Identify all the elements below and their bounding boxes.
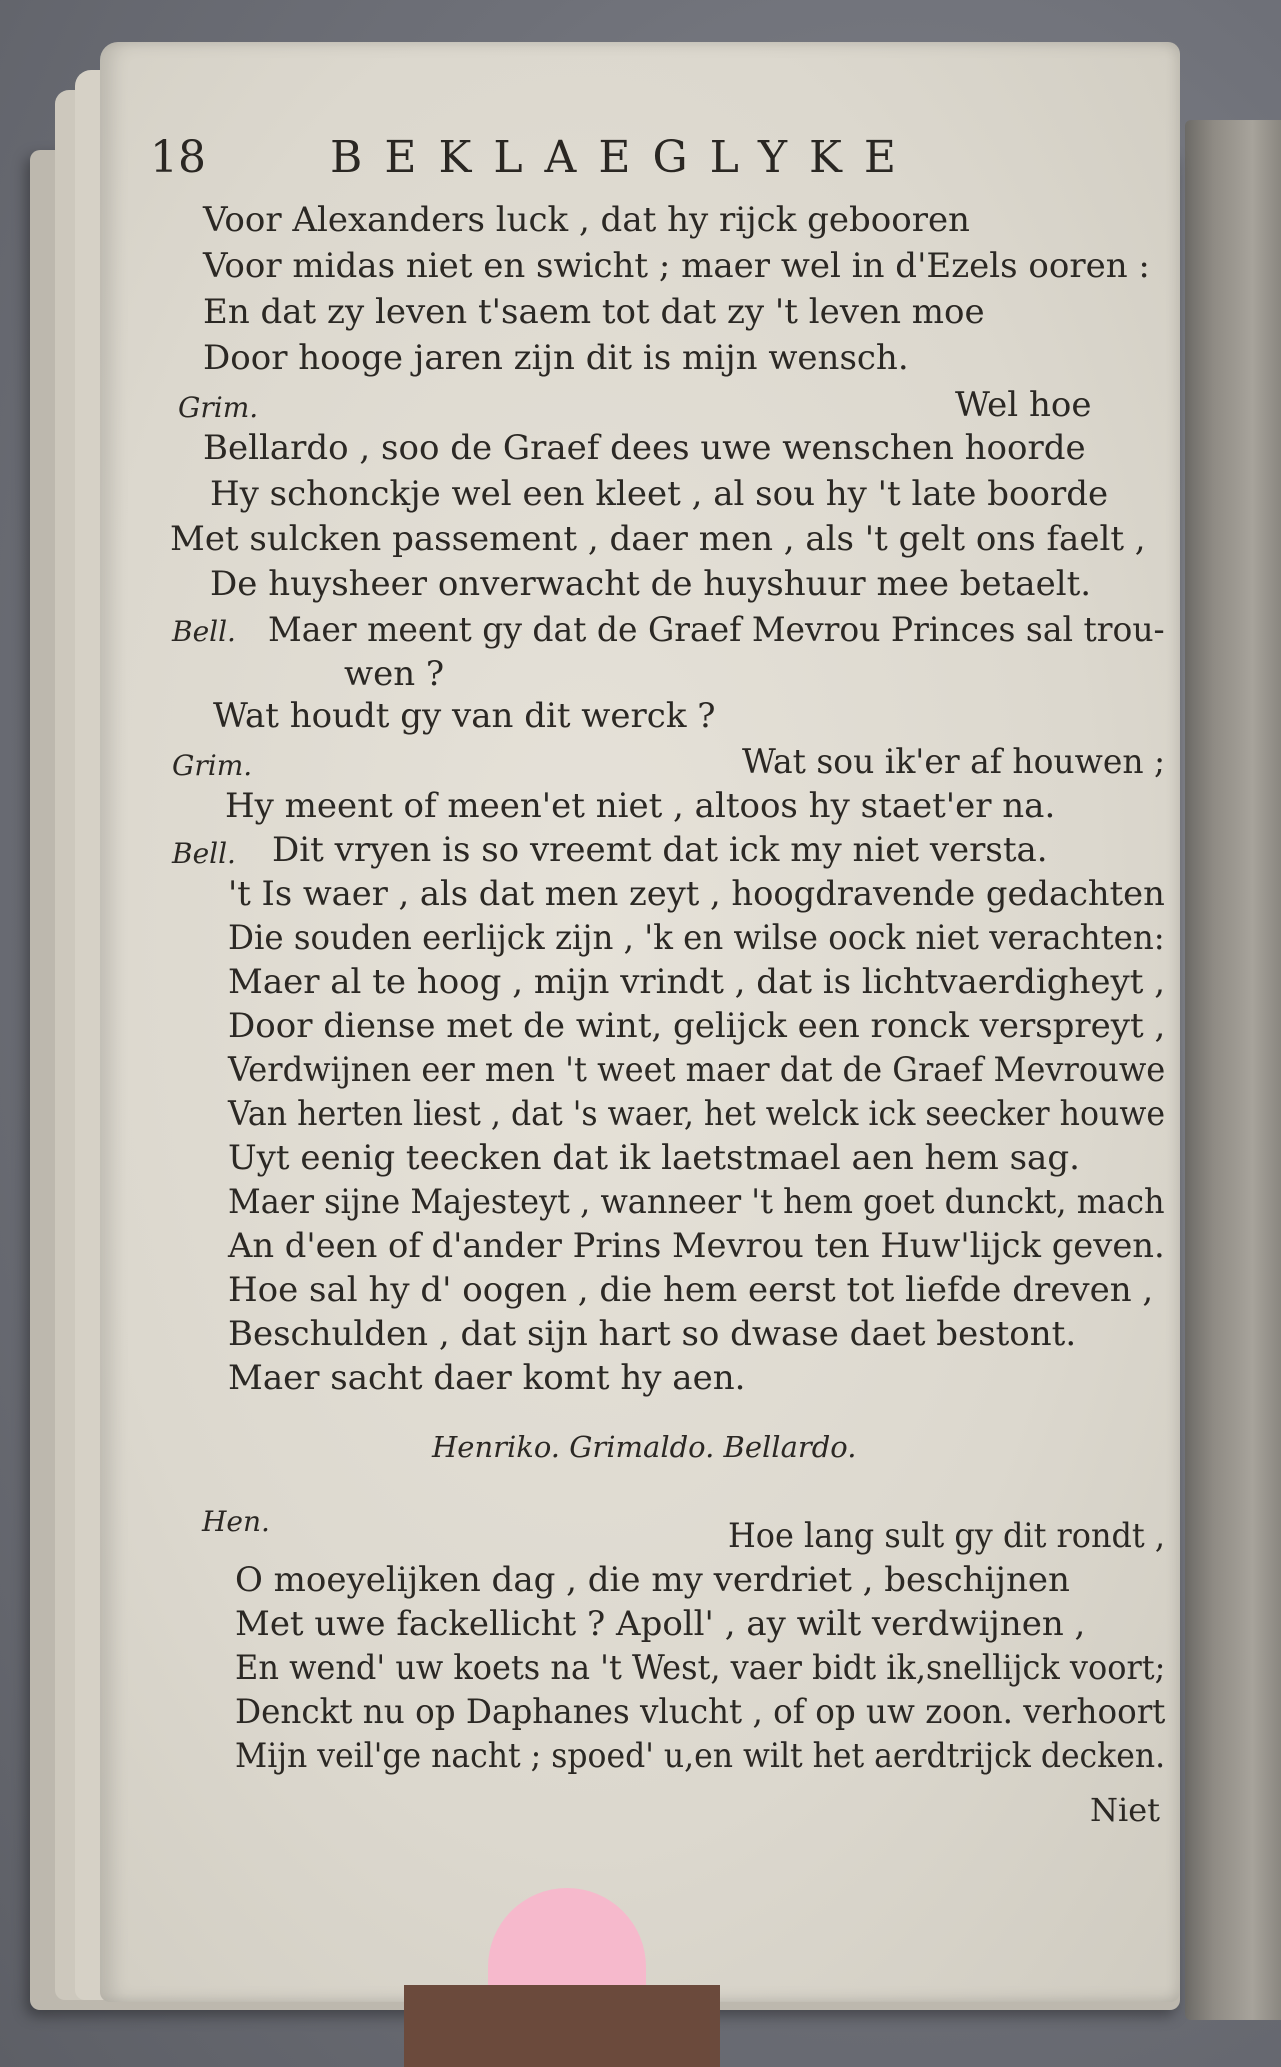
catchword: Niet xyxy=(1090,1791,1161,1829)
page-number: 18 xyxy=(150,132,206,183)
verse-line: Dit vryen is so vreemt dat ick my niet versta. xyxy=(272,830,1048,870)
verse-line: Hoe sal hy d' oogen , die hem eerst tot liefde dreven , xyxy=(228,1270,1154,1310)
stage-direction: Henriko. Grimaldo. Bellardo. xyxy=(432,1430,857,1464)
verse-line: Wat sou ik'er af houwen ; xyxy=(742,742,1166,782)
speaker-label: Grim. xyxy=(178,391,259,424)
facing-page-edge xyxy=(1185,120,1281,2020)
verse-line: Maer sijne Majesteyt , wanneer 't hem goet dunckt, mach xyxy=(228,1182,1165,1222)
verse-line: 't Is waer , als dat men zeyt , hoogdravende gedachten xyxy=(228,874,1165,914)
verse-line: Denckt nu op Daphanes vlucht , of op uw zoon. verhoort xyxy=(235,1692,1166,1732)
speaker-label: Grim. xyxy=(172,749,253,782)
verse-line: En wend' uw koets na 't West, vaer bidt ik,snellijck voort; xyxy=(235,1648,1166,1688)
verse-line: Uyt eenig teecken dat ik laetstmael aen hem sag. xyxy=(228,1138,1080,1178)
verse-line: An d'een of d'ander Prins Mevrou ten Huw'lijck geven. xyxy=(228,1226,1165,1266)
verse-line: Bellardo , soo de Graef dees uwe wenschen hoorde xyxy=(203,428,1086,468)
brown-bar xyxy=(404,1985,720,2067)
verse-line: Wat houdt gy van dit werck ? xyxy=(213,696,716,736)
verse-line: Voor midas niet en swicht ; maer wel in d'Ezels ooren : xyxy=(203,246,1150,286)
verse-line: Maer al te hoog , mijn vrindt , dat is lichtvaerdigheyt , xyxy=(228,962,1166,1002)
verse-line: Door diense met de wint, gelijck een ronck verspreyt , xyxy=(228,1006,1166,1046)
verse-line: Hoe lang sult gy dit rondt , xyxy=(728,1516,1166,1556)
page-header xyxy=(150,128,1050,188)
running-title: BEKLAEGLYKE xyxy=(330,132,919,183)
verse-line: Wel hoe xyxy=(955,385,1092,425)
verse-line: wen ? xyxy=(344,654,445,694)
speaker-label: Bell. xyxy=(172,837,236,870)
verse-line: Maer meent gy dat de Graef Mevrou Princes sal trou- xyxy=(268,610,1165,650)
verse-line: Mijn veil'ge nacht ; spoed' u,en wilt het aerdtrijck decken. xyxy=(235,1736,1166,1776)
verse-line: Verdwijnen eer men 't weet maer dat de Graef Mevrouwe xyxy=(228,1050,1166,1090)
verse-line: Met uwe fackellicht ? Apoll' , ay wilt verdwijnen , xyxy=(235,1604,1086,1644)
verse-line: En dat zy leven t'saem tot dat zy 't leven moe xyxy=(203,292,985,332)
verse-line: Beschulden , dat sijn hart so dwase daet bestont. xyxy=(228,1314,1077,1354)
verse-line: Hy meent of meen'et niet , altoos hy staet'er na. xyxy=(225,786,1056,826)
verse-line: Van herten liest , dat 's waer, het welck ick seecker houwe xyxy=(228,1094,1166,1134)
verse-line: De huysheer onverwacht de huyshuur mee betaelt. xyxy=(210,564,1092,604)
verse-line: O moeyelijken dag , die my verdriet , beschijnen xyxy=(235,1560,1070,1600)
verse-line: Met sulcken passement , daer men , als 't gelt ons faelt , xyxy=(170,519,1146,559)
verse-line: Die souden eerlijck zijn , 'k en wilse oock niet verachten: xyxy=(228,918,1165,958)
speaker-label: Hen. xyxy=(202,1505,270,1538)
speaker-label: Bell. xyxy=(172,615,236,648)
verse-line: Door hooge jaren zijn dit is mijn wensch. xyxy=(203,338,909,378)
verse-line: Voor Alexanders luck , dat hy rijck gebooren xyxy=(203,200,970,240)
verse-line: Maer sacht daer komt hy aen. xyxy=(228,1358,746,1398)
verse-line: Hy schonckje wel een kleet , al sou hy 't late boorde xyxy=(210,474,1109,514)
